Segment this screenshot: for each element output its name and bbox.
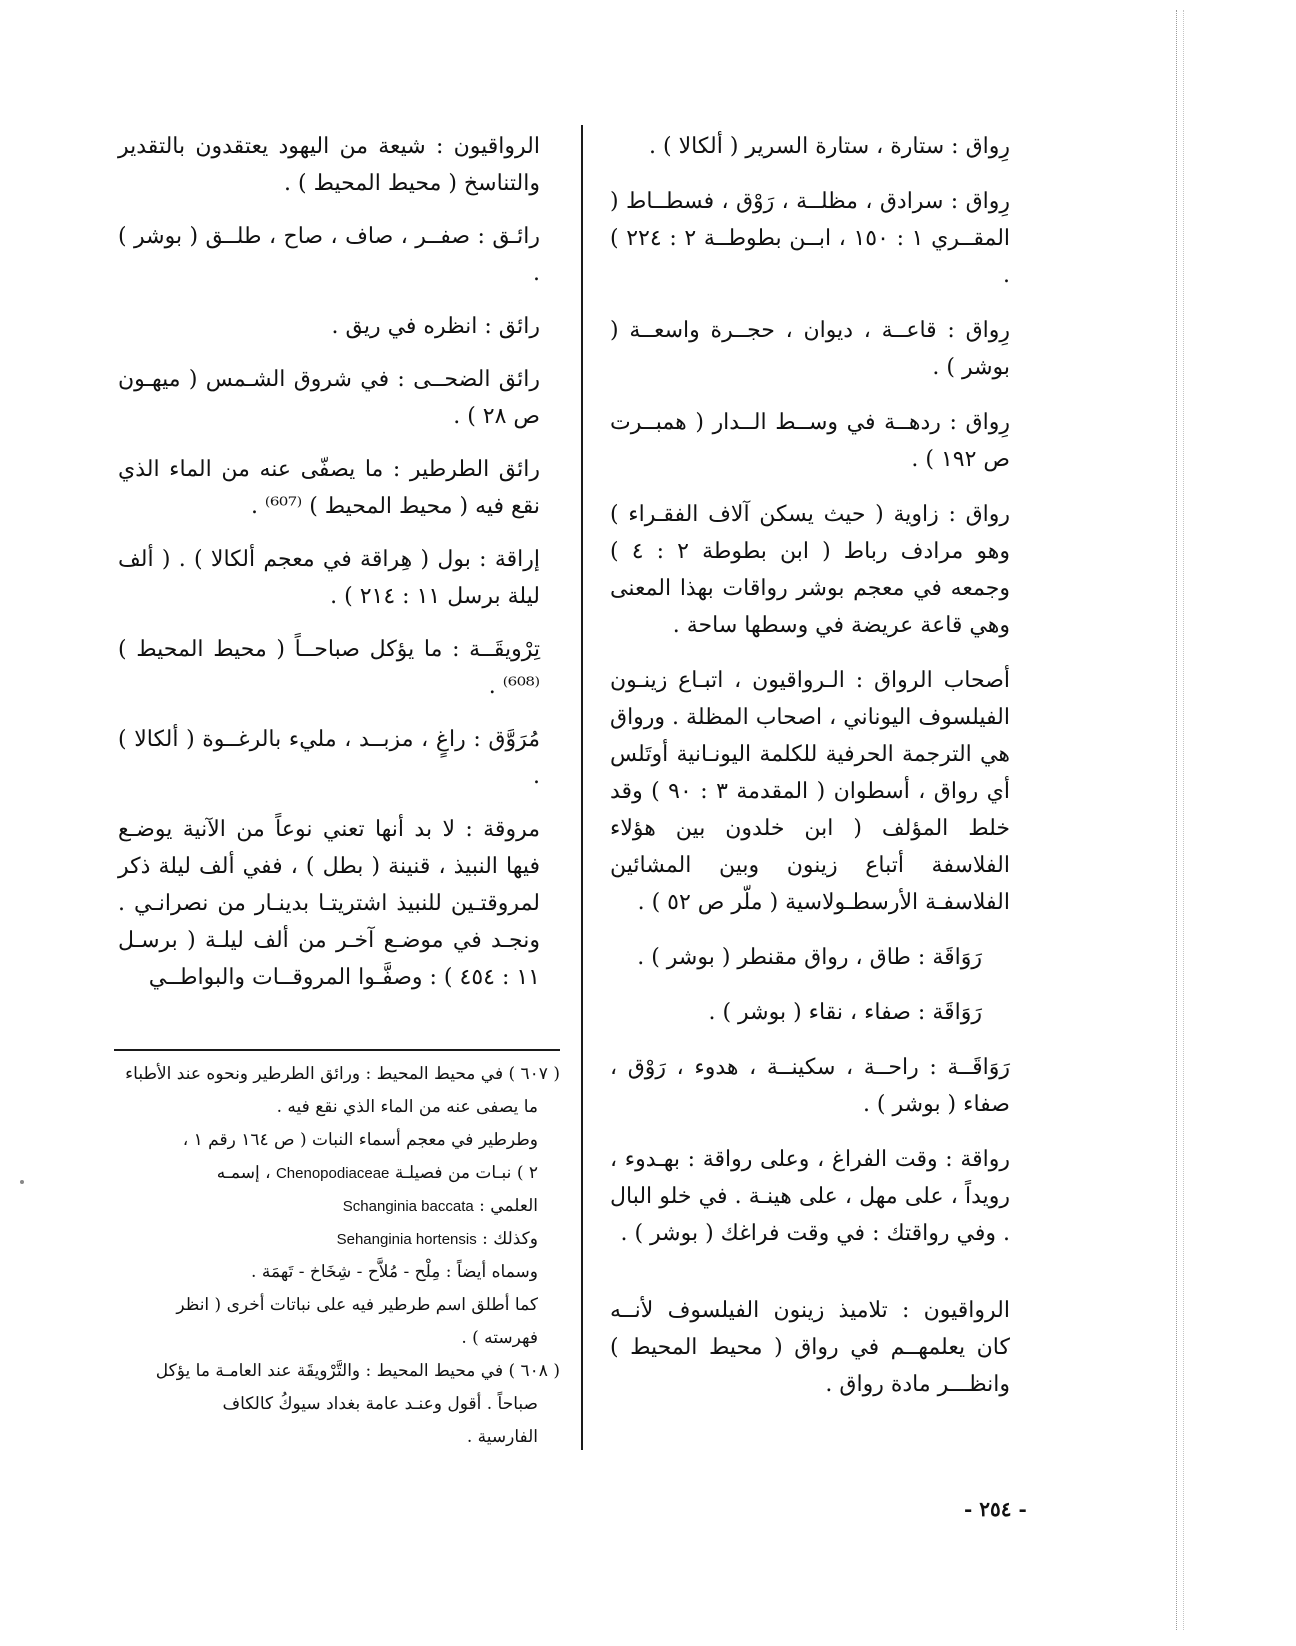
latin-term: Chenopodiaceae [275,1165,390,1182]
page-edge [1176,10,1184,1630]
entry: رائـق : صفــر ، صاف ، صاح ، طلــق ( بوشر ) . [118,224,540,286]
footnote-607-line: كما أطلق اسم طرطير فيه على نباتات أخرى ( انظر [176,1295,538,1315]
page-number: - ٢٥٤ - [964,1497,1027,1521]
footnote-607-line: وطرطير في معجم أسماء النبات ( ص ١٦٤ رقم ١ ، [182,1130,538,1150]
entry: أصحاب الرواق : الـرواقيون ، اتبـاع زينـون الفيلسوف اليوناني ، اصحاب المظلة . ورواق هي الترجمة الحرفية للكلمة اليونـانية أوتَلس أي رواق ، أسطوان ( المقدمة ٣ : ٩٠ ) وقد خلط المؤلف ( ابن خلدون بين هؤلاء الفلاسفة أتباع زينون وبين المشائين الفلاسفـة الأرسطـولاسية ( ملّر ص ٥٢ ) . [610,668,1011,915]
entry: رائق الطرطير : ما يصفّى عنه من الماء الذي نقع فيه ( محيط المحيط ) ⁽⁶⁰⁷⁾ . [118,457,540,519]
entry: رائق الضحــى : في شروق الشـمس ( ميهـون ص ٢٨ ) . [118,367,540,429]
footnote-608-line: صباحاً . أقول وعنـد عامة بغداد سيوكُ كالكاف [222,1394,538,1414]
footnote-607-line [110,1157,560,1190]
entry: رِواق : ستارة ، ستارة السرير ( ألكالا ) . [649,134,1010,159]
footnotes [110,1058,560,1454]
entry: مروقة : لا بد أنها تعني نوعاً من الآنية يوضـع فيها النبيذ ، قنينة ( بطل ) ، ففي ألف ليلة ذكر لمروقتـين للنبيذ اشتريتـا بدينـار من نصرانـي . ونجـد في موضـع آخـر من ألف ليلـة ( برسـل ١١ : ٤٥٤ ) : وصفَّـوا المروقــات والبواطــي [118,817,540,990]
footnote-607-line: وسماه أيضاً : مِلْح - مُلاَّح - شِخَاخ - تَهمَة . [251,1262,538,1282]
entry: رائق : انظره في ريق . [331,314,540,339]
entry: رِواق : سرادق ، مظلــة ، رَوْق ، فسطــاط ( المقــري ١ : ١٥٠ ، ابــن بطوطــة ٢ : ٢٢٤ ) . [610,189,1011,288]
footnote-text: ، إسمـه [216,1163,271,1183]
entry: رِواق : قاعــة ، ديوان ، حجــرة واسعــة ( بوشر ) . [610,318,1010,380]
footnote-608-line: الفارسية . [466,1427,538,1447]
entry: رِواق : ردهــة في وســط الــدار ( همبــرت ص ١٩٢ ) . [610,410,1010,472]
footnote-607-line [110,1190,560,1223]
entry: رواق : زاوية ( حيث يسكن آلاف الفقـراء ) وهو مرادف رباط ( ابن بطوطة ٢ : ٤ ) وجمعه في معجم بوشر رواقات بهذا المعنى وهي قاعة عريضة في وسطها ساحة . [610,502,1011,638]
entry: رَوَاقَة : صفاء ، نقاء ( بوشر ) . [708,1000,982,1025]
scan-speck [20,1180,24,1184]
footnote-607-line: ( ٦٠٧ ) في محيط المحيط : ورائق الطرطير ونحوه عند الأطباء [125,1064,560,1084]
right-column [610,128,1010,1421]
entry: رواقة : وقت الفراغ ، وعلى رواقة : بهـدوء ، رويداً ، على مهل ، على هينـة . في خلو البال . وفي رواقتك : في وقت فراغك ( بوشر ) . [610,1147,1010,1246]
footnote-607-line [110,1223,560,1256]
footnote-608-line: ( ٦٠٨ ) في محيط المحيط : والتَّرْويقَة عند العامـة ما يؤكل [155,1361,560,1381]
entry: رَوَاقَة : طاق ، رواق مقنطر ( بوشر ) . [637,945,982,970]
left-column [118,128,540,1012]
footnote-separator [114,1049,560,1051]
entry: تِرْويقَــة : ما يؤكل صباحــاً ( محيط المحيط ) ⁽⁶⁰⁸⁾ . [118,637,540,699]
column-divider [581,125,583,1450]
entry: مُرَوَّق : راغٍ ، مزبــد ، مليء بالرغــوة ( ألكالا ) . [118,727,540,789]
footnote-text: ٢ ) نبـات من فصيلـة [394,1163,538,1183]
latin-term: Schanginia baccata [342,1198,474,1215]
footnote-607-line: فهرسته ) . [461,1328,538,1348]
footnote-text: وكذلك : [482,1229,538,1249]
footnote-text: العلمي : [479,1196,538,1216]
entry: الرواقيون : تلاميذ زينون الفيلسوف لأنــه كان يعلمهــم في رواق ( محيط المحيط ) وانظـــر مادة رواق . [610,1298,1010,1397]
footnote-607-line: ما يصفى عنه من الماء الذي نقع فيه . [276,1097,538,1117]
latin-term: Sehanginia hortensis [336,1231,477,1248]
entry: إراقة : بول ( هِراقة في معجم ألكالا ) . ( ألف ليلة برسل ١١ : ٢١٤ ) . [118,547,540,609]
entry: الرواقيون : شيعة من اليهود يعتقدون بالتقدير والتناسخ ( محيط المحيط ) . [118,134,540,196]
entry: رَوَاقَــة : راحــة ، سكينــة ، هدوء ، رَوْق ، صفاء ( بوشر ) . [610,1055,1010,1117]
